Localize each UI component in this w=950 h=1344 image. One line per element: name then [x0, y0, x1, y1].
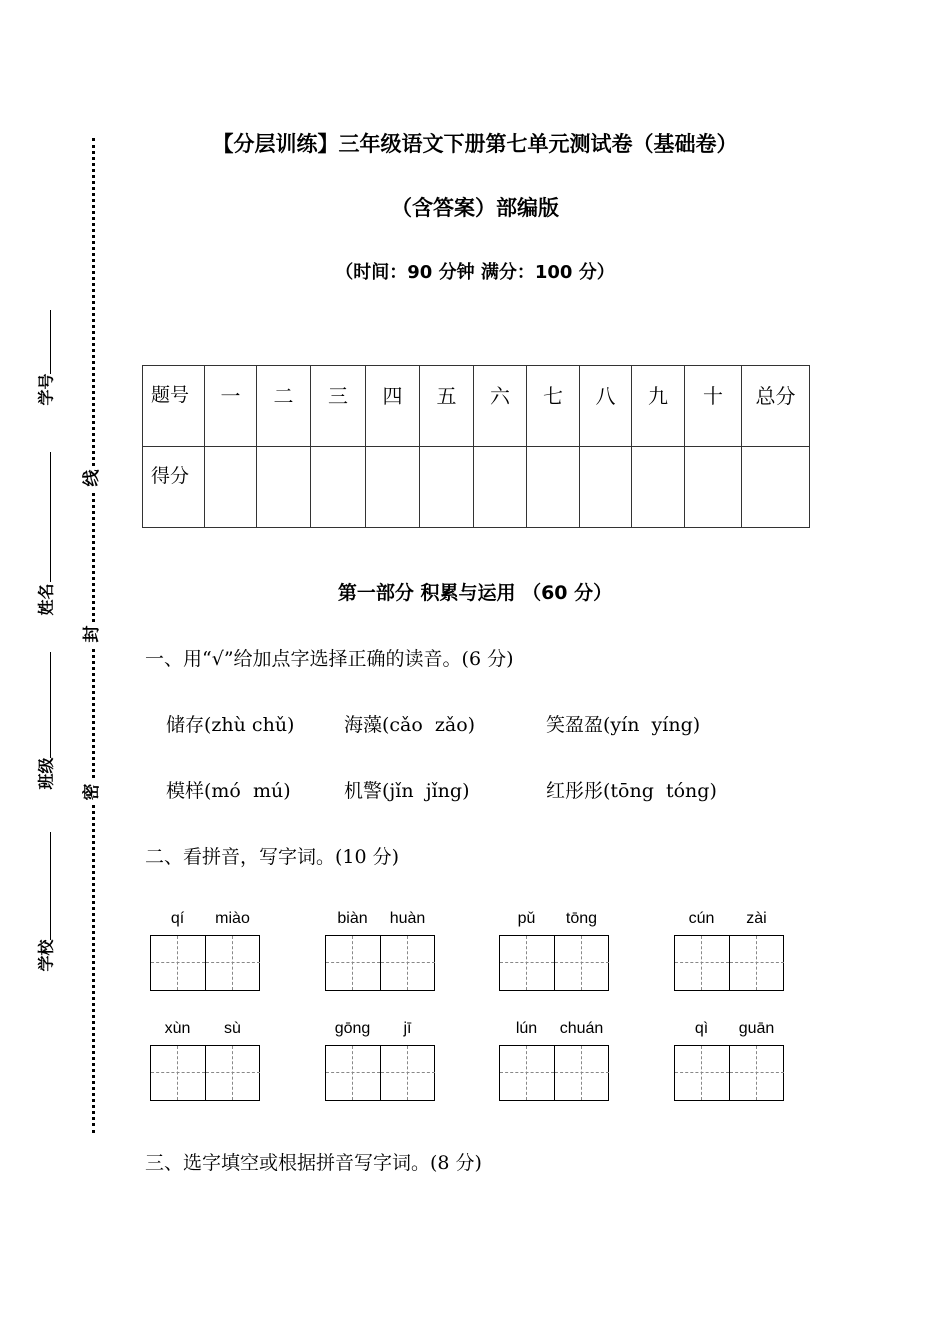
- score-table-cell: 一: [205, 366, 257, 447]
- writing-cell[interactable]: [675, 936, 729, 990]
- score-input-cell[interactable]: [527, 447, 580, 528]
- q2-pinyin: biàn: [337, 910, 368, 927]
- score-table-cell: 题号: [143, 366, 205, 447]
- writing-cell[interactable]: [675, 1046, 729, 1100]
- score-input-cell[interactable]: [742, 447, 810, 528]
- score-input-cell[interactable]: [311, 447, 366, 528]
- field-line-name[interactable]: [50, 452, 51, 582]
- writing-cell[interactable]: [729, 936, 783, 990]
- q2-pinyin: cún: [688, 910, 715, 927]
- score-table-cell: 总分: [742, 366, 810, 447]
- exam-time-and-score: （时间：90 分钟 满分：100 分）: [335, 262, 615, 283]
- score-table-header-row: [143, 366, 810, 447]
- field-label-school: 学校: [36, 939, 56, 972]
- score-input-cell[interactable]: [580, 447, 632, 528]
- field-line-student-id[interactable]: [50, 310, 51, 374]
- q2-pinyin: lún: [515, 1020, 538, 1037]
- q2-pinyin: pǔ: [517, 910, 536, 927]
- q2-pinyin: guān: [738, 1020, 775, 1037]
- writing-cell[interactable]: [729, 1046, 783, 1100]
- score-table-cell: 五: [420, 366, 474, 447]
- q2-pinyin: qí: [170, 910, 185, 927]
- field-line-school[interactable]: [50, 832, 51, 940]
- q2-pinyin: miào: [215, 910, 250, 927]
- writing-cell[interactable]: [554, 1046, 608, 1100]
- q1-option[interactable]: 红彤彤(tōng tóng): [546, 780, 717, 802]
- q2-word-grid: [150, 910, 260, 990]
- q2-word-grid: [150, 1020, 260, 1100]
- q2-word-grid: [325, 1020, 435, 1100]
- page-title-line2: （含答案）部编版: [391, 196, 559, 220]
- writing-cell[interactable]: [151, 1046, 205, 1100]
- q2-pinyin: zài: [746, 910, 767, 927]
- q2-word-grid: [674, 1020, 784, 1100]
- binding-word-xian: 线: [80, 466, 104, 490]
- writing-cell[interactable]: [500, 1046, 554, 1100]
- field-label-student-id: 学号: [36, 373, 56, 406]
- q1-option[interactable]: 储存(zhù chǔ): [166, 714, 295, 736]
- writing-cell[interactable]: [500, 936, 554, 990]
- binding-word-feng: 封: [80, 622, 104, 646]
- score-table-row-label: 得分: [143, 447, 205, 528]
- q1-option[interactable]: 机警(jǐn jǐng): [344, 780, 470, 802]
- q2-pinyin: gōng: [334, 1020, 371, 1037]
- score-table-cell: 四: [366, 366, 420, 447]
- q2-word-grid: [499, 910, 609, 990]
- score-table-score-row: [143, 447, 810, 528]
- q2-title: 二、看拼音，写字词。(10 分): [145, 846, 400, 868]
- score-input-cell[interactable]: [474, 447, 527, 528]
- writing-cell[interactable]: [380, 936, 434, 990]
- score-table-cell: 八: [580, 366, 632, 447]
- score-table-cell: 七: [527, 366, 580, 447]
- score-table-cell: 九: [632, 366, 685, 447]
- writing-cell[interactable]: [151, 936, 205, 990]
- q2-pinyin: qì: [694, 1020, 709, 1037]
- q2-pinyin: huàn: [389, 910, 426, 927]
- score-table: [142, 365, 810, 528]
- q2-pinyin: jī: [403, 1020, 412, 1037]
- writing-cell[interactable]: [326, 936, 380, 990]
- score-table-cell: 十: [685, 366, 742, 447]
- score-table-cell: 三: [311, 366, 366, 447]
- part1-title: 第一部分 积累与运用 （60 分）: [337, 582, 613, 604]
- score-input-cell[interactable]: [366, 447, 420, 528]
- score-input-cell[interactable]: [257, 447, 311, 528]
- q1-option[interactable]: 笑盈盈(yín yíng): [546, 714, 701, 736]
- q2-word-grid: [674, 910, 784, 990]
- field-label-class: 班级: [36, 757, 56, 790]
- score-table-cell: 二: [257, 366, 311, 447]
- q2-pinyin: sù: [224, 1020, 241, 1037]
- writing-cell[interactable]: [326, 1046, 380, 1100]
- q2-word-grid: [499, 1020, 609, 1100]
- binding-word-mi: 密: [80, 780, 104, 804]
- writing-cell[interactable]: [554, 936, 608, 990]
- q1-option[interactable]: 海藻(cǎo zǎo): [344, 714, 476, 736]
- field-line-class[interactable]: [50, 652, 51, 758]
- score-input-cell[interactable]: [420, 447, 474, 528]
- writing-cell[interactable]: [380, 1046, 434, 1100]
- q1-option[interactable]: 模样(mó mú): [166, 780, 291, 802]
- writing-cell[interactable]: [205, 936, 259, 990]
- field-label-name: 姓名: [36, 583, 56, 616]
- q2-pinyin: xùn: [164, 1020, 191, 1037]
- writing-cell[interactable]: [205, 1046, 259, 1100]
- score-input-cell[interactable]: [685, 447, 742, 528]
- q3-title: 三、选字填空或根据拼音写字词。(8 分): [145, 1152, 482, 1174]
- q2-pinyin: tōng: [565, 910, 598, 927]
- q1-title: 一、用“√”给加点字选择正确的读音。(6 分): [145, 648, 514, 670]
- score-table-cell: 六: [474, 366, 527, 447]
- q2-word-grid: [325, 910, 435, 990]
- score-input-cell[interactable]: [205, 447, 257, 528]
- q2-pinyin: chuán: [559, 1020, 604, 1037]
- score-input-cell[interactable]: [632, 447, 685, 528]
- page-title-line1: 【分层训练】三年级语文下册第七单元测试卷（基础卷）: [212, 132, 738, 156]
